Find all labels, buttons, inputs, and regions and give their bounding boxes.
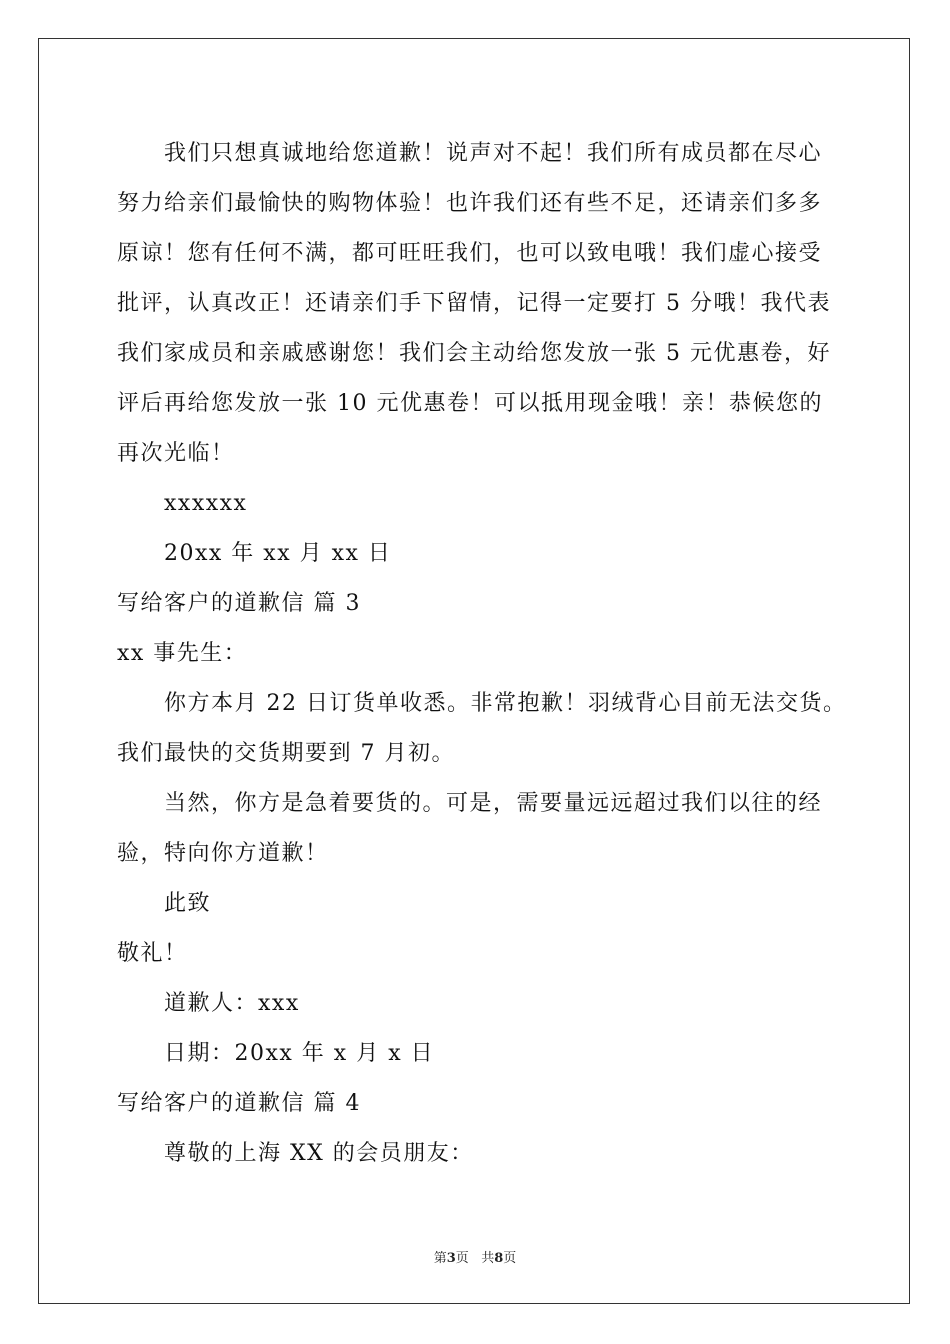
paragraph-line: 验，特向你方道歉！ xyxy=(117,841,329,866)
paragraph-line: 原谅！您有任何不满，都可旺旺我们，也可以致电哦！我们虚心接受 xyxy=(117,241,823,266)
signature-line: 道歉人：xxx xyxy=(164,991,300,1016)
total-prefix: 共 xyxy=(481,1251,495,1266)
total-suffix: 页 xyxy=(503,1251,517,1266)
paragraph-line: 批评，认真改正！还请亲们手下留情，记得一定要打 5 分哦！我代表 xyxy=(117,291,831,316)
page-footer xyxy=(0,1247,950,1266)
date-line: 20xx 年 xx 月 xx 日 xyxy=(164,541,392,566)
paragraph-line: 当然，你方是急着要货的。可是，需要量远远超过我们以往的经 xyxy=(164,791,823,816)
salutation-line: 尊敬的上海 XX 的会员朋友： xyxy=(164,1141,474,1166)
paragraph-line: 评后再给您发放一张 10 元优惠卷！可以抵用现金哦！亲！恭候您的 xyxy=(117,391,823,416)
paragraph-line: 我们家成员和亲戚感谢您！我们会主动给您发放一张 5 元优惠卷，好 xyxy=(117,341,831,366)
section-heading: 写给客户的道歉信 篇 3 xyxy=(117,591,361,616)
signature-line: xxxxxx xyxy=(164,491,248,516)
closing-line: 此致 xyxy=(164,891,212,916)
document-body xyxy=(117,129,847,1179)
page-prefix: 第 xyxy=(433,1251,447,1266)
paragraph-line: 努力给亲们最愉快的购物体验！也许我们还有些不足，还请亲们多多 xyxy=(117,191,823,216)
total-pages: 8 xyxy=(494,1251,504,1266)
date-line: 日期：20xx 年 x 月 x 日 xyxy=(164,1041,435,1066)
paragraph-line: 我们只想真诚地给您道歉！说声对不起！我们所有成员都在尽心 xyxy=(164,141,823,166)
paragraph-line: 你方本月 22 日订货单收悉。非常抱歉！羽绒背心目前无法交货。 xyxy=(164,691,847,716)
closing-line: 敬礼！ xyxy=(117,941,188,966)
section-heading: 写给客户的道歉信 篇 4 xyxy=(117,1091,361,1116)
page-suffix: 页 xyxy=(455,1251,469,1266)
paragraph-line: 我们最快的交货期要到 7 月初。 xyxy=(117,741,455,766)
paragraph-line: 再次光临！ xyxy=(117,441,235,466)
salutation-line: xx 事先生： xyxy=(117,641,248,666)
page-number: 3 xyxy=(446,1251,456,1266)
